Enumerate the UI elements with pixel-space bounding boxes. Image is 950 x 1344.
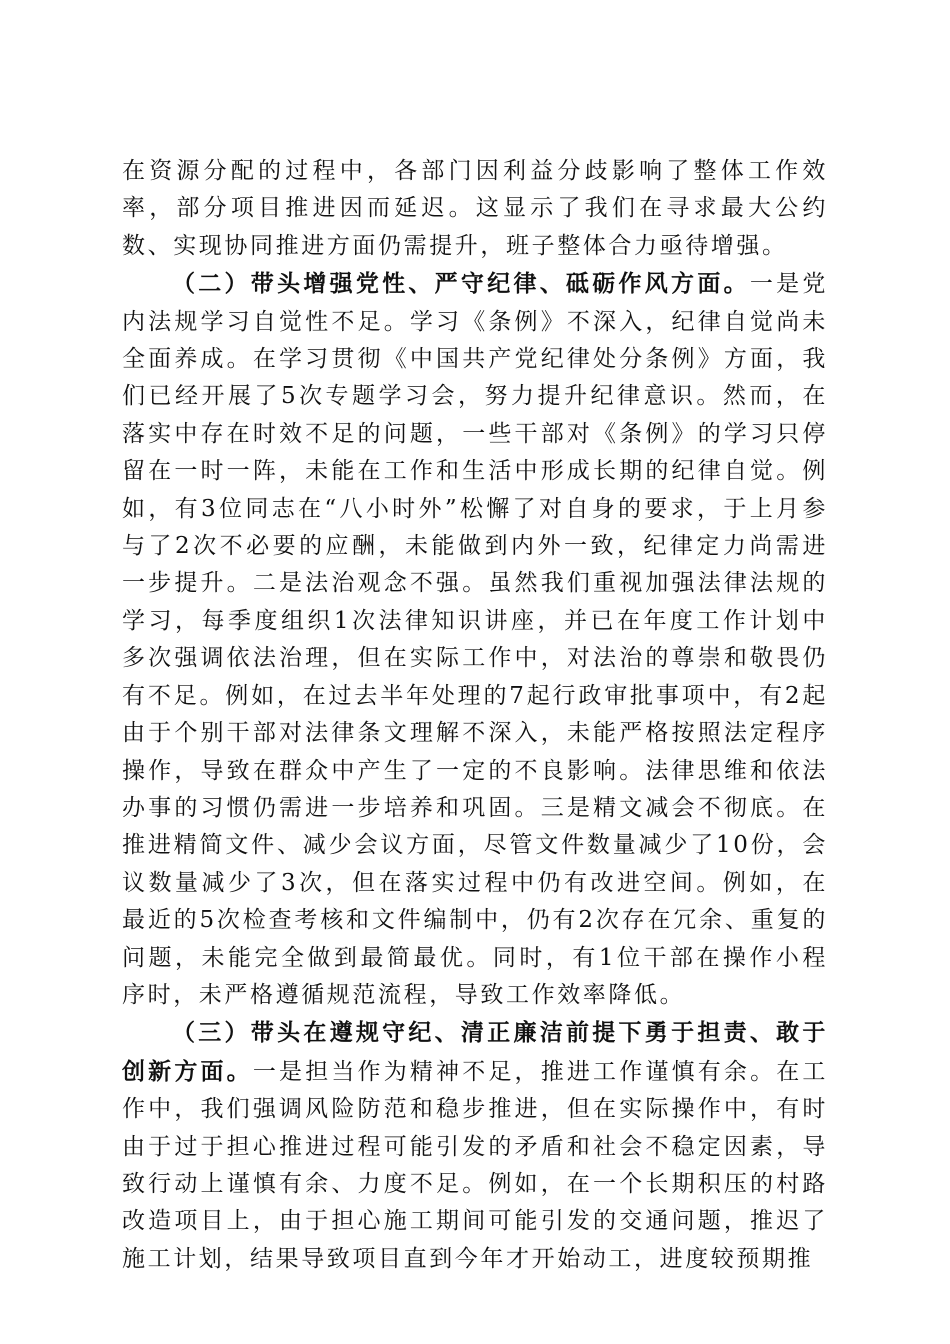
document-body xyxy=(122,153,828,1278)
paragraph-continued: 在资源分配的过程中，各部门因利益分歧影响了整体工作效率，部分项目推进因而延迟。这显示了我们在寻求最大公约数、实现协同推进方面仍需提升，班子整体合力亟待增强。 xyxy=(122,158,828,259)
section-two-body: 一是党内法规学习自觉性不足。学习《条例》不深入，纪律自觉尚未全面养成。在学习贯彻《中国共产党纪律处分条例》方面，我们已经开展了5次专题学习会，努力提升纪律意识。然而，在落实中存在时效不足的问题，一些干部对《条例》的学习只停留在一时一阵，未能在工作和生活中形成长期的纪律自觉。例如，有3位同志在“八小时外”松懈了对自身的要求，于上月参与了2次不必要的应酬，未能做到内外一致，纪律定力尚需进一步提升。二是法治观念不强。虽然我们重视加强法律法规的学习，每季度组织1次法律知识讲座，并已在年度工作计划中多次强调依法治理，但在实际工作中，对法治的尊崇和敬畏仍有不足。例如，在过去半年处理的7起行政审批事项中，有2起由于个别干部对法律条文理解不深入，未能严格按照法定程序操作，导致在群众中产生了一定的不良影响。法律思维和依法办事的习惯仍需进一步培养和巩固。三是精文减会不彻底。在推进精简文件、减少会议方面，尽管文件数量减少了10份，会议数量减少了3次，但在落实过程中仍有改进空间。例如，在最近的5次检查考核和文件编制中，仍有2次存在冗余、重复的问题，未能完全做到最简最优。同时，有1位干部在操作小程序时，未严格遵循规范流程，导致工作效率降低。 xyxy=(122,271,828,1008)
section-two-paragraph xyxy=(122,265,828,1014)
section-three-heading: （三）带头在遵规守纪、清正廉洁前提下勇于担责、敢于创新方面。 xyxy=(122,1019,828,1085)
section-two-heading: （二）带头增强党性、严守纪律、砥砺作风方面。 xyxy=(172,270,750,298)
section-three-body: 一是担当作为精神不足，推进工作谨慎有余。在工作中，我们强调风险防范和稳步推进，但在实际操作中，有时由于过于担心推进过程可能引发的矛盾和社会不稳定因素，导致行动上谨慎有余、力度不足。例如，在一个长期积压的村路改造项目上，由于担心施工期间可能引发的交通问题，推迟了施工计划，结果导致项目直到今年才开始动工，进度较预期推 xyxy=(122,1058,829,1272)
section-three-paragraph xyxy=(122,1014,828,1278)
